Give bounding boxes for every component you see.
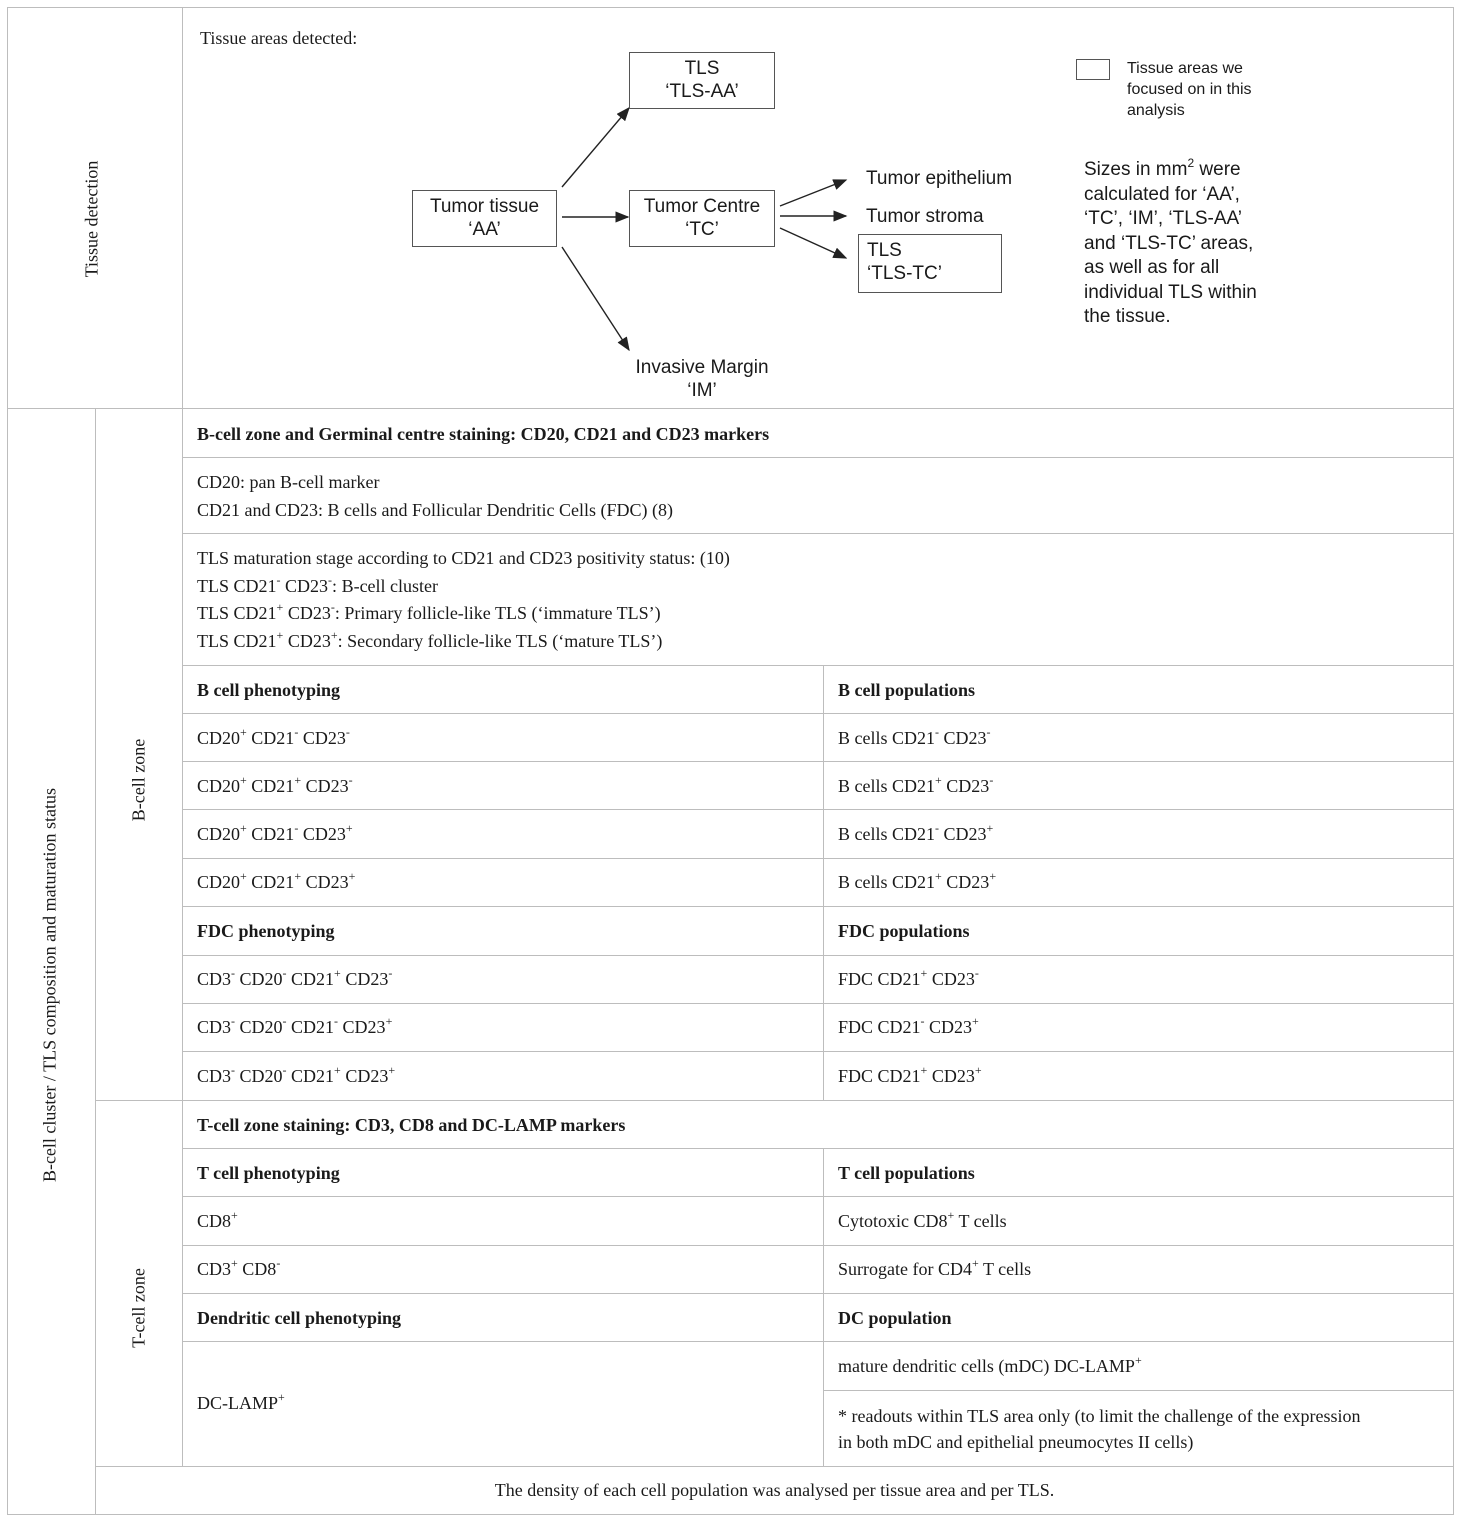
fdc-pheno-header: FDC phenotyping	[197, 921, 335, 941]
arrow-aa-to-tls	[562, 108, 629, 187]
dc-pop-header: DC population	[838, 1308, 952, 1328]
table-row-b4-pheno: CD20+ CD21+ CD23+	[197, 869, 356, 892]
t-staining-title: T-cell zone staining: CD3, CD8 and DC-LAMP markers	[197, 1115, 626, 1135]
divider	[823, 1148, 824, 1466]
footer-note: The density of each cell population was analysed per tissue area and per TLS.	[494, 1480, 1055, 1500]
cd21-cd23-description: CD21 and CD23: B cells and Follicular Dendritic Cells (FDC) (8)	[197, 500, 673, 520]
table-row-t2-pop: Surrogate for CD4+ T cells	[838, 1256, 1032, 1279]
table-row-dc-pop: mature dendritic cells (mDC) DC-LAMP+	[838, 1353, 1142, 1376]
divider	[182, 955, 1454, 956]
divider	[182, 533, 1454, 534]
maturation-stage-3: TLS CD21+ CD23+: Secondary follicle-like TLS (‘mature TLS’)	[197, 628, 663, 651]
maturation-title: TLS maturation stage according to CD21 and CD23 positivity status: (10)	[197, 548, 730, 568]
fdc-pop-header: FDC populations	[838, 921, 970, 941]
divider	[182, 1051, 1454, 1052]
divider	[182, 1293, 1454, 1294]
divider	[182, 1196, 1454, 1197]
divider	[182, 713, 1454, 714]
table-row-f3-pop: FDC CD21+ CD23+	[838, 1063, 982, 1086]
table-row-f2-pheno: CD3- CD20- CD21- CD23+	[197, 1014, 393, 1037]
arrow-tc-to-tls	[780, 228, 846, 258]
divider	[95, 1100, 1454, 1101]
tissue-detection-label: Tissue detection	[81, 160, 102, 278]
divider	[182, 665, 1454, 666]
sizes-note: Sizes in $mm^2$ were calculated for ‘AA’, ‘TC’, ‘IM’, ‘TLS-AA’ and ‘TLS-TC’ areas, as well as for all individual TLS within the tissue.	[1084, 155, 1257, 327]
maturation-stage-1: TLS CD21- CD23-: B-cell cluster	[197, 573, 439, 596]
cd20-description: CD20: pan B-cell marker	[197, 472, 380, 492]
table-row-f1-pop: FDC CD21+ CD23-	[838, 966, 979, 989]
table-row-dc-pheno: DC-LAMP+	[197, 1390, 285, 1413]
divider	[823, 665, 824, 1100]
table-row-t2-pheno: CD3+ CD8-	[197, 1256, 281, 1279]
b-pop-header: B cell populations	[838, 680, 976, 700]
maturation-stage-2: TLS CD21+ CD23-: Primary follicle-like TLS (‘immature TLS’)	[197, 600, 661, 623]
table-row-f2-pop: FDC CD21- CD23+	[838, 1014, 979, 1037]
table-row-f3-pheno: CD3- CD20- CD21+ CD23+	[197, 1063, 396, 1086]
table-row-b1-pheno: CD20+ CD21- CD23-	[197, 725, 350, 748]
tumor-centre-box: Tumor Centre ‘TC’	[629, 190, 775, 247]
legend-text: Tissue areas we focused on in this analysis	[1127, 60, 1252, 119]
readout-note: * readouts within TLS area only (to limit the challenge of the expression in both mDC and epithelial pneumocytes II cells)	[838, 1406, 1361, 1452]
t-pop-header: T cell populations	[838, 1163, 975, 1183]
tumor-tissue-box: Tumor tissue ‘AA’	[412, 190, 557, 247]
table-row-b2-pop: B cells CD21+ CD23-	[838, 773, 994, 796]
legend-swatch	[1076, 59, 1110, 80]
divider	[182, 457, 1454, 458]
table-row-f1-pheno: CD3- CD20- CD21+ CD23-	[197, 966, 393, 989]
divider	[823, 1390, 1454, 1391]
table-row-t1-pop: Cytotoxic CD8+ T cells	[838, 1208, 1007, 1231]
t-cell-zone-label: T-cell zone	[128, 1268, 149, 1348]
t-pheno-header: T cell phenotyping	[197, 1163, 340, 1183]
divider	[182, 1341, 1454, 1342]
divider	[182, 408, 183, 1466]
table-row-b3-pheno: CD20+ CD21- CD23+	[197, 821, 353, 844]
b-cell-zone-label: B-cell zone	[128, 738, 149, 822]
arrow-aa-to-im	[562, 247, 629, 350]
divider	[182, 761, 1454, 762]
tls-tc-box: TLS ‘TLS-TC’	[858, 234, 1002, 293]
tls-composition-label: B-cell cluster / TLS composition and maturation status	[39, 787, 60, 1183]
table-row-b1-pop: B cells CD21- CD23-	[838, 725, 991, 748]
table-row-b4-pop: B cells CD21+ CD23+	[838, 869, 997, 892]
tumor-stroma-label: Tumor stroma	[866, 206, 984, 227]
divider	[182, 1148, 1454, 1149]
divider	[182, 1003, 1454, 1004]
b-staining-title: B-cell zone and Germinal centre staining: CD20, CD21 and CD23 markers	[197, 424, 770, 444]
table-row-t1-pheno: CD8+	[197, 1208, 238, 1231]
invasive-margin-label: Invasive Margin ‘IM’	[635, 357, 769, 401]
arrow-tc-to-epithelium	[780, 180, 846, 206]
divider	[182, 809, 1454, 810]
divider	[182, 1245, 1454, 1246]
tls-aa-box: TLS ‘TLS-AA’	[629, 52, 775, 109]
table-row-b2-pheno: CD20+ CD21+ CD23-	[197, 773, 353, 796]
divider	[95, 1466, 1454, 1467]
table-row-b3-pop: B cells CD21- CD23+	[838, 821, 994, 844]
b-pheno-header: B cell phenotyping	[197, 680, 341, 700]
tumor-epithelium-label: Tumor epithelium	[866, 168, 1013, 189]
divider	[182, 906, 1454, 907]
divider	[95, 408, 96, 1515]
dc-pheno-header: Dendritic cell phenotyping	[197, 1308, 402, 1328]
divider	[182, 858, 1454, 859]
diagram-heading: Tissue areas detected:	[200, 28, 358, 48]
